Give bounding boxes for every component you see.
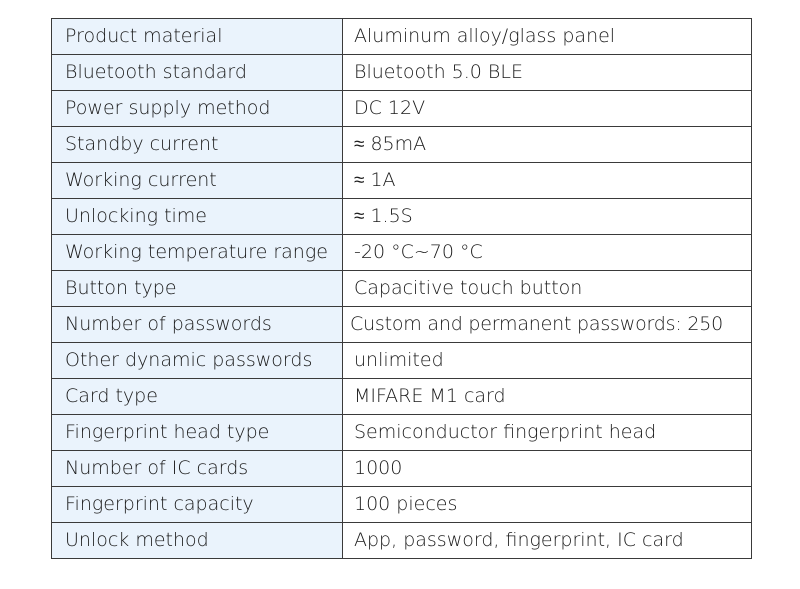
spec-label: Number of IC cards [52,451,343,487]
table-row [52,91,752,127]
spec-label: Button type [52,271,343,307]
spec-value: unlimited [343,343,752,379]
spec-value: ≈ 85mA [343,127,752,163]
spec-value: 1000 [343,451,752,487]
table-row [52,19,752,55]
table-row [52,487,752,523]
table-row [52,271,752,307]
spec-label: Fingerprint head type [52,415,343,451]
spec-label: Unlocking time [52,199,343,235]
spec-label: Standby current [52,127,343,163]
spec-value: Semiconductor fingerprint head [343,415,752,451]
spec-value: MIFARE M1 card [343,379,752,415]
table-row [52,163,752,199]
table-row [52,127,752,163]
spec-table [51,18,752,559]
table-row [52,235,752,271]
spec-value: ≈ 1A [343,163,752,199]
spec-value: Aluminum alloy/glass panel [343,19,752,55]
table-row [52,415,752,451]
spec-value: -20 °C~70 °C [343,235,752,271]
spec-label: Power supply method [52,91,343,127]
spec-value: ≈ 1.5S [343,199,752,235]
table-row [52,379,752,415]
spec-value: Bluetooth 5.0 BLE [343,55,752,91]
spec-label: Fingerprint capacity [52,487,343,523]
spec-label: Bluetooth standard [52,55,343,91]
spec-label: Number of passwords [52,307,343,343]
spec-label: Unlock method [52,523,343,559]
spec-value: 100 pieces [343,487,752,523]
spec-label: Working current [52,163,343,199]
spec-label: Card type [52,379,343,415]
spec-value: DC 12V [343,91,752,127]
table-row [52,199,752,235]
spec-label: Working temperature range [52,235,343,271]
spec-value: Capacitive touch button [343,271,752,307]
spec-value: Custom and permanent passwords: 250 [343,307,752,343]
spec-table-body [52,19,752,559]
table-row [52,307,752,343]
table-row [52,343,752,379]
table-row [52,451,752,487]
spec-label: Product material [52,19,343,55]
table-row [52,55,752,91]
spec-label: Other dynamic passwords [52,343,343,379]
table-row [52,523,752,559]
spec-value: App, password, fingerprint, IC card [343,523,752,559]
